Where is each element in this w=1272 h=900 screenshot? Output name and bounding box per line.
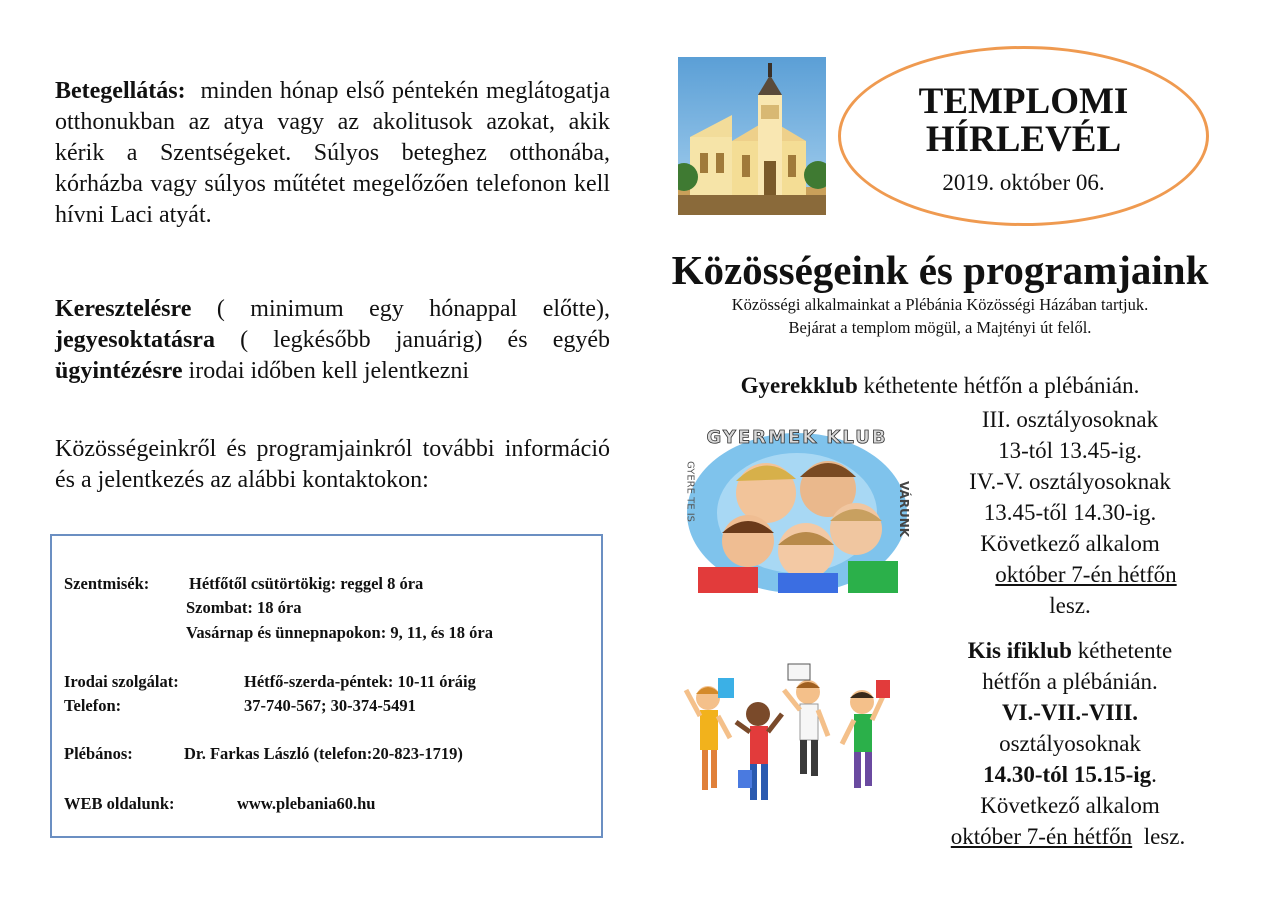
phone-value: 37-740-567; 30-374-5491 (244, 696, 416, 715)
mass-label: Szentmisék: (64, 574, 150, 593)
club-banner-text: GYERMEK KLUB (706, 427, 888, 448)
admin-term: ügyintézésre (55, 358, 183, 384)
phone-label: Telefon: (64, 696, 122, 715)
children-club-image (678, 421, 916, 593)
marriage-term: jegyesoktatásra (55, 327, 215, 353)
mass-sunday: Vasárnap és ünnepnapokon: 9, 11, és 18 óra (186, 623, 494, 642)
club-side-left: GYERE TE IS (684, 461, 696, 523)
gyerekklub-line-5: Következő alkalom (980, 531, 1160, 556)
sick-care-text: minden hónap első péntekén meglátogatja otthonukban az atya vagy az akolitusok azokat, akik kérik a Szentségeket. Súlyos beteghez otthonába, kórházba vagy súlyos műtétet megelőzően telefonon kell hívni Laci atyát. (55, 78, 611, 228)
ifiklub-frequency: kéthetente (1077, 638, 1173, 663)
ifiklub-line-4: osztályosoknak (999, 731, 1141, 756)
gyerekklub-intro-text: kéthetente hétfőn a plébánián. (863, 373, 1140, 398)
priest-label: Plébános: (64, 744, 133, 763)
ifiklub-line-6: Következő alkalom (980, 793, 1160, 818)
ifiklub-line-1 (930, 638, 1210, 664)
ifiklub-time (930, 762, 1210, 788)
registration-paragraph (55, 294, 610, 387)
contact-box (50, 534, 603, 838)
ifiklub-lesz: lesz. (1143, 824, 1186, 849)
contacts-intro: Közösségeinkről és programjainkról további információ és a jelentkezés az alábbi kontaktokon: (55, 436, 610, 493)
ifiklub-grades: VI.-VII.-VIII. (1001, 700, 1139, 725)
gyerekklub-line-6 (946, 562, 1226, 588)
newsletter-title-oval (838, 46, 1209, 226)
ifiklub-next-date: október 7-én hétfőn (950, 824, 1133, 849)
ifiklub-time-bold: 14.30-tól 15.15-ig (983, 762, 1152, 787)
baptism-text: ( minimum egy hónappal előtte), (216, 296, 611, 322)
gyerekklub-name: Gyerekklub (740, 373, 858, 398)
club-side-right: VÁRUNK (897, 481, 911, 538)
marriage-text: ( legkésőbb januárig) és egyéb (240, 327, 611, 353)
section-subtitle-1: Közösségi alkalmainkat a Plébánia Közösségi Házában tartjuk. (731, 295, 1149, 314)
priest-value: Dr. Farkas László (telefon:20-823-1719) (184, 744, 463, 763)
office-hours: Hétfő-szerda-péntek: 10-11 óráig (244, 672, 476, 691)
title-line-1: TEMPLOMI (918, 81, 1129, 122)
admin-text: irodai időben kell jelentkezni (188, 358, 470, 384)
kids-jumping-image (678, 650, 900, 830)
gyerekklub-line-2: 13-tól 13.45-ig. (998, 438, 1142, 463)
sick-care-heading: Betegellátás: (55, 78, 186, 104)
web-label: WEB oldalunk: (64, 794, 175, 813)
sick-care-paragraph (55, 76, 610, 231)
section-title: Közösségeink és programjaink (671, 247, 1209, 293)
mass-weekday: Hétfőtől csütörtökig: reggel 8 óra (189, 574, 424, 593)
section-subtitle-2: Bejárat a templom mögül, a Majtényi út felől. (788, 318, 1092, 337)
web-link[interactable]: www.plebania60.hu (237, 794, 376, 813)
mass-saturday: Szombat: 18 óra (186, 598, 302, 617)
ifiklub-line-7 (920, 824, 1216, 850)
gyerekklub-intro (690, 373, 1190, 399)
ifiklub-time-dot: . (1151, 762, 1157, 787)
gyerekklub-line-1: III. osztályosoknak (981, 407, 1159, 432)
ifiklub-name: Kis ifiklub (967, 638, 1072, 663)
baptism-term: Keresztelésre (55, 296, 192, 322)
gyerekklub-line-3: IV.-V. osztályosoknak (969, 469, 1171, 494)
gyerekklub-line-7: lesz. (1049, 593, 1091, 618)
issue-date: 2019. október 06. (942, 170, 1105, 195)
title-line-2: HÍRLEVÉL (925, 119, 1122, 160)
gyerekklub-line-4: 13.45-től 14.30-ig. (983, 500, 1157, 525)
gyerekklub-next-date: október 7-én hétfőn (995, 562, 1177, 587)
ifiklub-line-2: hétfőn a plébánián. (982, 669, 1158, 694)
church-photo (678, 57, 826, 215)
office-label: Irodai szolgálat: (64, 672, 179, 691)
